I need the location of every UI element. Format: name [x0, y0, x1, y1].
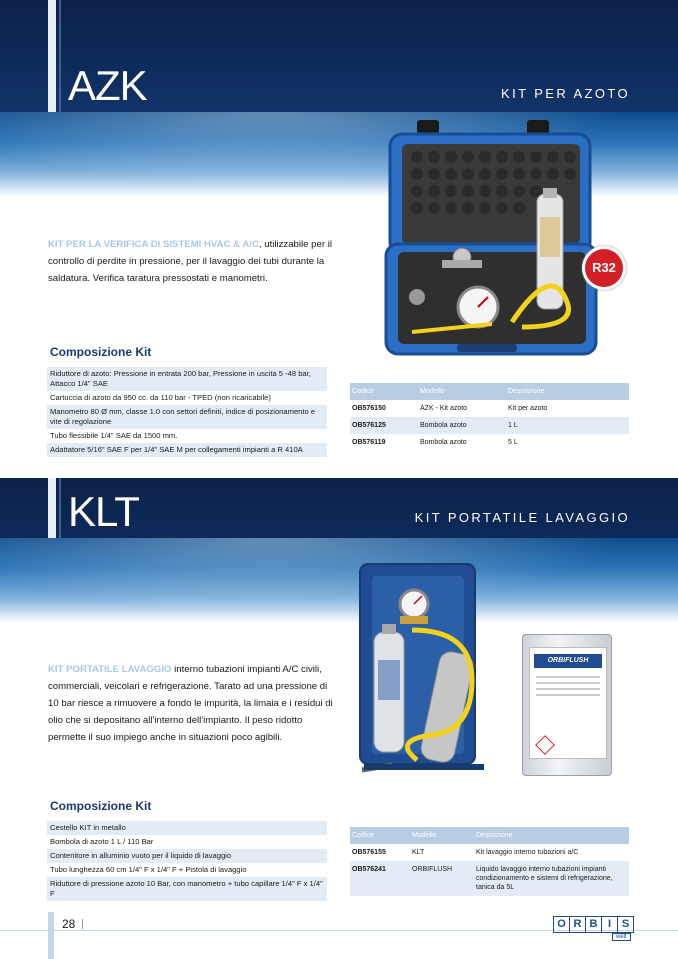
cell-model: AZK - Kit azoto	[420, 405, 468, 412]
azk-kit-case-photo	[372, 112, 632, 372]
azk-description-highlight: KIT PER LA VERIFICA DI SISTEMI HVAC & A/C	[48, 239, 259, 250]
azk-product-table	[350, 383, 629, 451]
page-number: 28	[62, 917, 76, 931]
can-label-line	[536, 688, 600, 690]
cell-model: KLT	[412, 849, 425, 856]
klt-description-text: interno tubazioni impianti A/C civili, commerciali, veicolari e refrigerazione. Tarato ad una pressione di 10 bar riesce a rimuovere a fondo le impurità, la limaia e i residui di olio che si depositano all'interno dell'impianto. Il peso ridotto permette il suo impiego anche in situazioni poco agibili.	[48, 664, 333, 743]
r32-badge-label: R32	[585, 249, 623, 287]
cell-code: OB576119	[352, 439, 386, 446]
can-label-line	[536, 694, 600, 696]
logo-letter: R	[569, 916, 586, 933]
cell-model: Bombola azoto	[420, 439, 467, 446]
composition-item: Cestello KIT in metallo	[47, 821, 327, 835]
header-modello: Modello	[418, 383, 506, 400]
cell-description: Kit lavaggio interno tubazioni a/C	[476, 849, 579, 856]
cell-code: OB576155	[352, 849, 386, 856]
can-label-line	[536, 676, 600, 678]
cell-description: 1 L	[506, 417, 629, 434]
table-header-row	[350, 383, 629, 400]
orbiflush-can-photo	[522, 634, 612, 776]
page-number-separator	[82, 919, 83, 929]
header-descrizione: Descrizione	[506, 383, 629, 400]
r32-badge	[582, 246, 626, 290]
can-brand-label: ORBIFLUSH	[534, 654, 602, 668]
klt-subtitle: KIT PORTATILE LAVAGGIO	[414, 510, 630, 525]
azk-description-text: , utilizzabile per il controllo di perdite in pressione, per il lavaggio dei tubi durante la saldatura. Verifica taratura pressostati e manometri.	[48, 239, 332, 284]
klt-title: KLT	[68, 488, 139, 535]
composition-item: Manometro 80 Ø mm, classe 1.0 con settori definiti, indice di posizionamento e vite di regolazione	[47, 405, 327, 429]
azk-composition-title: Composizione Kit	[50, 345, 152, 359]
logo-letter: I	[601, 916, 618, 933]
klt-blue-swoosh	[0, 538, 678, 623]
azk-description	[48, 236, 333, 287]
banner-accent-line	[59, 0, 61, 112]
logo-letter: S	[617, 916, 634, 933]
composition-item: Adattatore 5/16" SAE F per 1/4" SAE M per collegamenti impianti a R 410A	[47, 443, 327, 457]
azk-header-banner	[0, 0, 678, 112]
header-codice: Codice	[350, 827, 410, 844]
cell-description: Kit per azoto	[508, 405, 548, 412]
can-label-area	[529, 647, 607, 759]
composition-item: Cartuccia di azoto da 950 cc. da 110 bar - TPED (non ricaricabile)	[50, 393, 271, 402]
table-row	[350, 844, 629, 861]
composition-item: Tubo flessibile 1/4" SAE da 1500 mm.	[50, 431, 178, 440]
cell-model: Bombola azoto	[418, 417, 506, 434]
banner-accent-bar	[48, 0, 56, 112]
composition-item: Riduttore di azoto: Pressione in entrata 200 bar, Pressione in uscita 5 -48 bar, Attacco 1/4" SAE	[47, 367, 327, 391]
header-codice: Codice	[350, 383, 418, 400]
azk-composition-list	[47, 367, 327, 457]
table-row	[350, 400, 629, 417]
logo-letter: O	[553, 916, 570, 933]
cell-code: OB576241	[350, 861, 410, 896]
orbis-logo-sub: welt	[612, 933, 631, 941]
orbis-logo	[553, 916, 633, 933]
klt-composition-list	[47, 821, 327, 901]
azk-title: AZK	[68, 62, 147, 109]
cell-description: 5 L	[508, 439, 518, 446]
klt-product-table	[350, 827, 629, 896]
klt-composition-title: Composizione Kit	[50, 799, 152, 813]
composition-item: Riduttore di pressione azoto 10 Bar, con manometro + tubo capillare 1/4" F x 1/4" F	[47, 877, 327, 901]
azk-subtitle: KIT PER AZOTO	[501, 86, 630, 101]
hazard-icon	[535, 735, 555, 755]
cell-code: OB576125	[350, 417, 418, 434]
klt-description	[48, 661, 333, 746]
cell-description: Liquido lavaggio interno tubazioni impianti condizionamento e sistemi di refrigerazione, tanica da 5L	[474, 861, 629, 896]
can-label-line	[536, 682, 600, 684]
table-row	[350, 417, 629, 434]
cell-model: ORBIFLUSH	[410, 861, 474, 896]
header-modello: Modello	[410, 827, 474, 844]
logo-letter: B	[585, 916, 602, 933]
composition-item: Tubo lunghezza 60 cm 1/4" F x 1/4" F + Pistola di lavaggio	[50, 865, 247, 874]
klt-description-highlight: KIT PORTATILE LAVAGGIO	[48, 664, 172, 675]
klt-kit-photo	[352, 560, 522, 782]
composition-item: Contenitore in alluminio vuoto per il liquido di lavaggio	[47, 849, 327, 863]
header-descrizione: Descrizione	[474, 827, 629, 844]
table-header-row	[350, 827, 629, 844]
cell-code: OB576150	[352, 405, 386, 412]
footer-accent-bar	[48, 912, 54, 959]
composition-item: Bombola di azoto 1 L / 110 Bar	[50, 837, 154, 846]
table-row	[350, 861, 629, 896]
table-row	[350, 434, 629, 451]
